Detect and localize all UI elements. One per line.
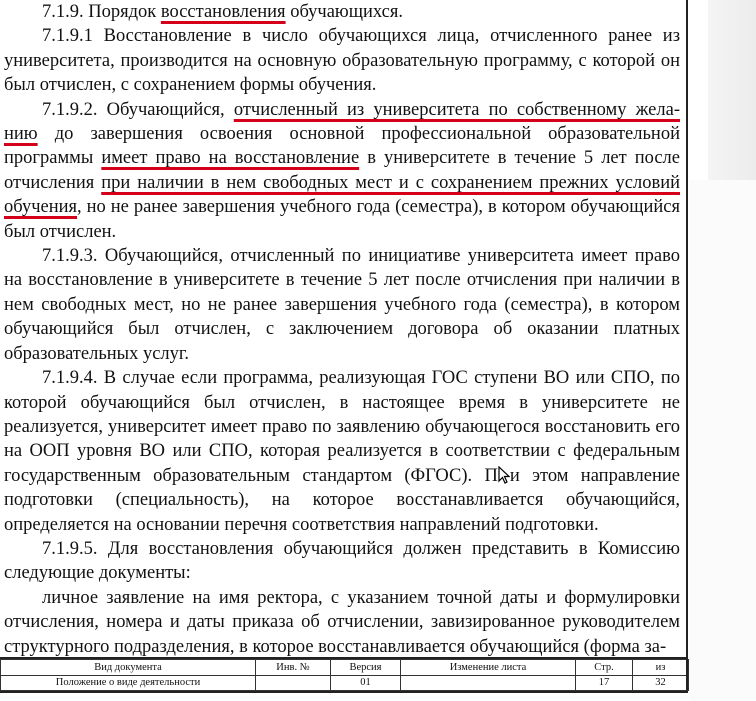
footer-header-row bbox=[1, 660, 689, 676]
paragraph-7-1-9-4: 7.1.9.4. В случае если программа, реализующая ГОС ступени ВО или СПО, по которой обучающийся был отчислен, в настоящее время в университете не реализуется, университет имеет право по заявлению обучающегося восстановить его на ООП уровня ВО или СПО, которая реализуется в соответствии с федеральным государственным образовательным стандартом (ФГОС). П и этом направление подготовки (специальность), на которое восстанавливается обучающийся, определяется на основании перечня соответствия направлений подготовки. bbox=[4, 368, 680, 535]
footer-value-row bbox=[1, 675, 689, 691]
paragraph-7-1-9-2: 7.1.9.2. Обучающийся, отчисленный из университета по собственному жела-нию до завершения освоения основной профессиональной образовательной программы имеет право на восстановление в университете в течение 5 лет после отчисления при наличии в нем свободных мест и с сохранением прежних условий обучения, но не ранее завершения учебного года (семестра), в котором обучающийся был отчислен. bbox=[4, 99, 681, 242]
footer-value-cell bbox=[256, 675, 331, 691]
footer-header-cell: Изменение листа bbox=[401, 660, 576, 676]
page-border bbox=[686, 0, 688, 690]
mouse-cursor-icon bbox=[498, 466, 510, 484]
footer-header-cell: Версия bbox=[331, 660, 401, 676]
highlighted-text: восстановления bbox=[160, 2, 286, 22]
section-heading: 7.1.9. Порядок восстановления обучающихся. bbox=[42, 2, 403, 22]
highlighted-text: отчисленный из университета по собственному жела- bbox=[233, 99, 680, 120]
footer-value-cell bbox=[401, 675, 576, 691]
list-item: личное заявление на имя ректора, с указанием точной даты и формулировки отчисления, номера и даты приказа об отчислении, завизированное руководителем структурного подразделения, в которое восстанавливается обучающийся (форма за- bbox=[4, 587, 680, 657]
footer-value-cell: 01 bbox=[331, 675, 401, 691]
footer-header-cell: Вид документа bbox=[1, 660, 256, 676]
highlighted-text: при наличии в нем свободных мест и с сохранением прежних условий обучения bbox=[4, 172, 681, 218]
document-body bbox=[4, 0, 680, 659]
footer-header-cell: Стр. bbox=[576, 660, 633, 676]
paragraph-7-1-9-3: 7.1.9.3. Обучающийся, отчисленный по инициативе университета имеет право на восстановление в университете в течение 5 лет после отчисления при наличии в нем свободных мест, но не ранее завершения учебного года (семестра), в котором обучающийся был отчислен, с заключением договора об оказании платных образовательных услуг. bbox=[4, 246, 680, 364]
highlighted-text: имеет право на восстановление bbox=[101, 148, 360, 169]
scroll-shadow bbox=[708, 0, 756, 180]
document-footer-table bbox=[0, 657, 688, 693]
paragraph-7-1-9-1: 7.1.9.1 Восстановление в число обучающихся лица, отчисленного ранее из университета, производится на основную образовательную программу, с которой он был отчислен, с сохранением формы обучения. bbox=[4, 26, 680, 96]
footer-header-cell: Инв. № bbox=[256, 660, 331, 676]
highlighted-text: нию bbox=[4, 124, 38, 145]
footer-header-cell: из bbox=[633, 660, 689, 676]
footer-value-cell: 17 bbox=[576, 675, 633, 691]
side-background bbox=[690, 180, 756, 701]
footer-value-cell: 32 bbox=[633, 675, 689, 691]
paragraph-7-1-9-5: 7.1.9.5. Для восстановления обучающийся должен представить в Комиссию следующие документы: bbox=[4, 538, 680, 584]
footer-value-cell: Положение о виде деятельности bbox=[1, 675, 256, 691]
